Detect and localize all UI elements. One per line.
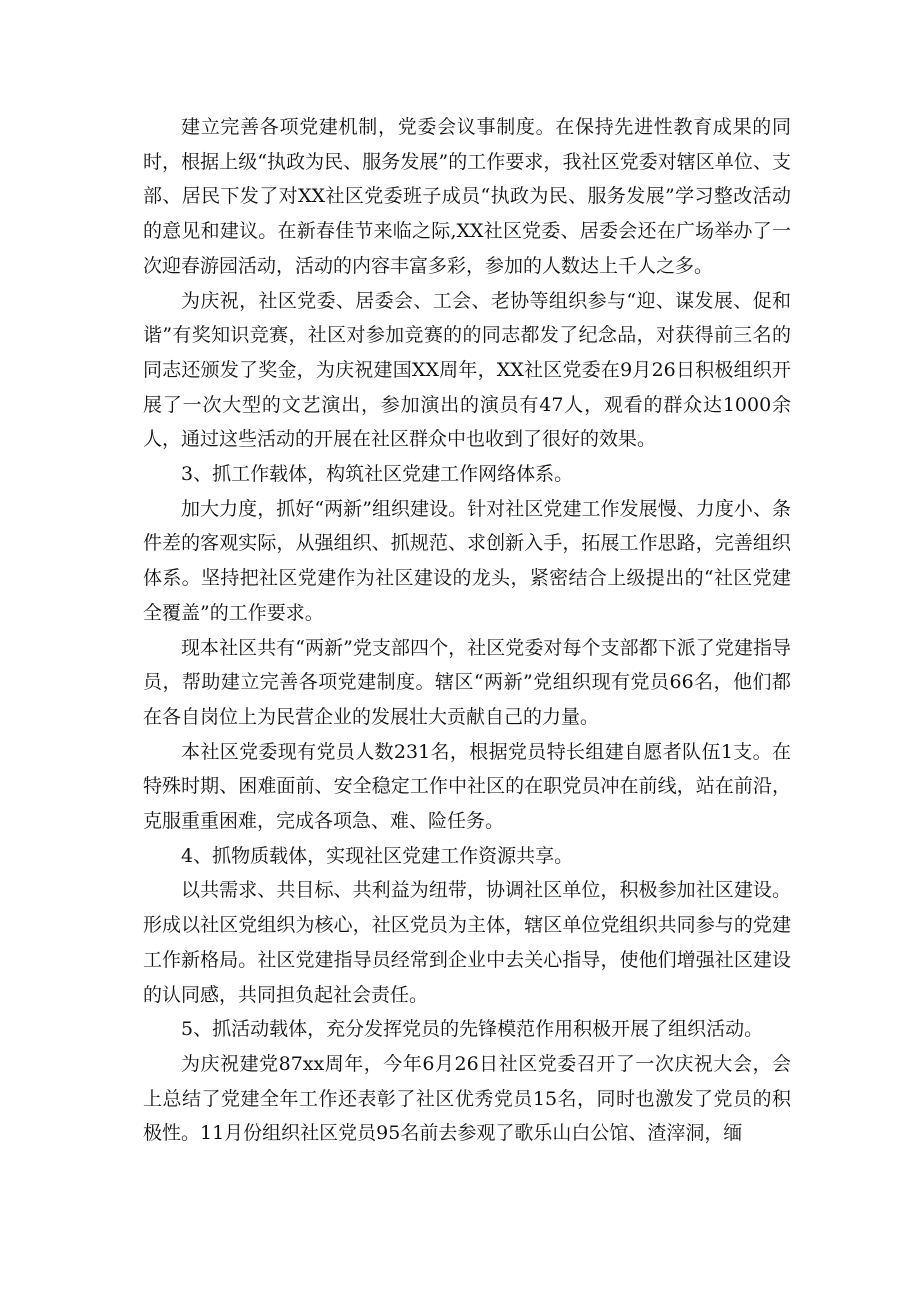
paragraph-party-members: 本社区党委现有党员人数231名，根据党员特长组建自愿者队伍1支。在特殊时期、困难面前、安全稳定工作中社区的在职党员冲在前线，站在前沿，克服重重困难，完成各项急、难、险任务。	[143, 740, 791, 833]
heading-material-carrier: 4、抓物质载体，实现社区党建工作资源共享。	[181, 844, 574, 867]
paragraph-resource-sharing: 以共需求、共目标、共利益为纽带，协调社区单位，积极参加社区建设。形成以社区党组织为核心，社区党员为主体，辖区单位党组织共同参与的党建工作新格局。社区党建指导员经常到企业中去关心指导，使他们增强社区建设的认同感，共同担负起社会责任。	[143, 879, 791, 1006]
heading-activity-carrier: 5、抓活动载体，充分发挥党员的先锋模范作用积极开展了组织活动。	[181, 1018, 764, 1041]
paragraph-party-anniversary: 为庆祝建党87xx周年，今年6月26日社区党委召开了一次庆祝大会，会上总结了党建全年工作还表彰了社区优秀党员15名，同时也激发了党员的积极性。11月份组织社区党员95名前去参观了歌乐山白公馆、渣滓洞，缅	[143, 1052, 791, 1145]
paragraph-celebration-activities: 为庆祝，社区党委、居委会、工会、老协等组织参与“迎、谋发展、促和谐”有奖知识竞赛，社区对参加竞赛的的同志都发了纪念品，对获得前三名的同志还颁发了奖金，为庆祝建国XX周年，XX社区党委在9月26日积极组织开展了一次大型的文艺演出，参加演出的演员有47人，观看的群众达1000余人，通过这些活动的开展在社区群众中也收到了很好的效果。	[143, 289, 791, 451]
paragraph-committee-system: 建立完善各项党建机制，党委会议事制度。在保持先进性教育成果的同时，根据上级“执政为民、服务发展”的工作要求，我社区党委对辖区单位、支部、居民下发了对XX社区党委班子成员“执政为民、服务发展”学习整改活动的意见和建议。在新春佳节来临之际,XX社区党委、居委会还在广场举办了一次迎春游园活动，活动的内容丰富多彩，参加的人数达上千人之多。	[143, 116, 791, 277]
paragraph-two-new-organizations: 加大力度，抓好“两新”组织建设。针对社区党建工作发展慢、力度小、条件差的客观实际，从强组织、抓规范、求创新入手，拓展工作思路，完善组织体系。坚持把社区党建作为社区建设的龙头，紧密结合上级提出的“社区党建全覆盖”的工作要求。	[143, 497, 791, 624]
paragraph-party-branches: 现本社区共有“两新”党支部四个，社区党委对每个支部都下派了党建指导员，帮助建立完善各项党建制度。辖区“两新”党组织现有党员66名，他们都在各自岗位上为民营企业的发展壮大贡献自己的力量。	[143, 636, 791, 728]
heading-work-carrier: 3、抓工作载体，构筑社区党建工作网络体系。	[181, 463, 574, 486]
document-body	[143, 110, 791, 1151]
